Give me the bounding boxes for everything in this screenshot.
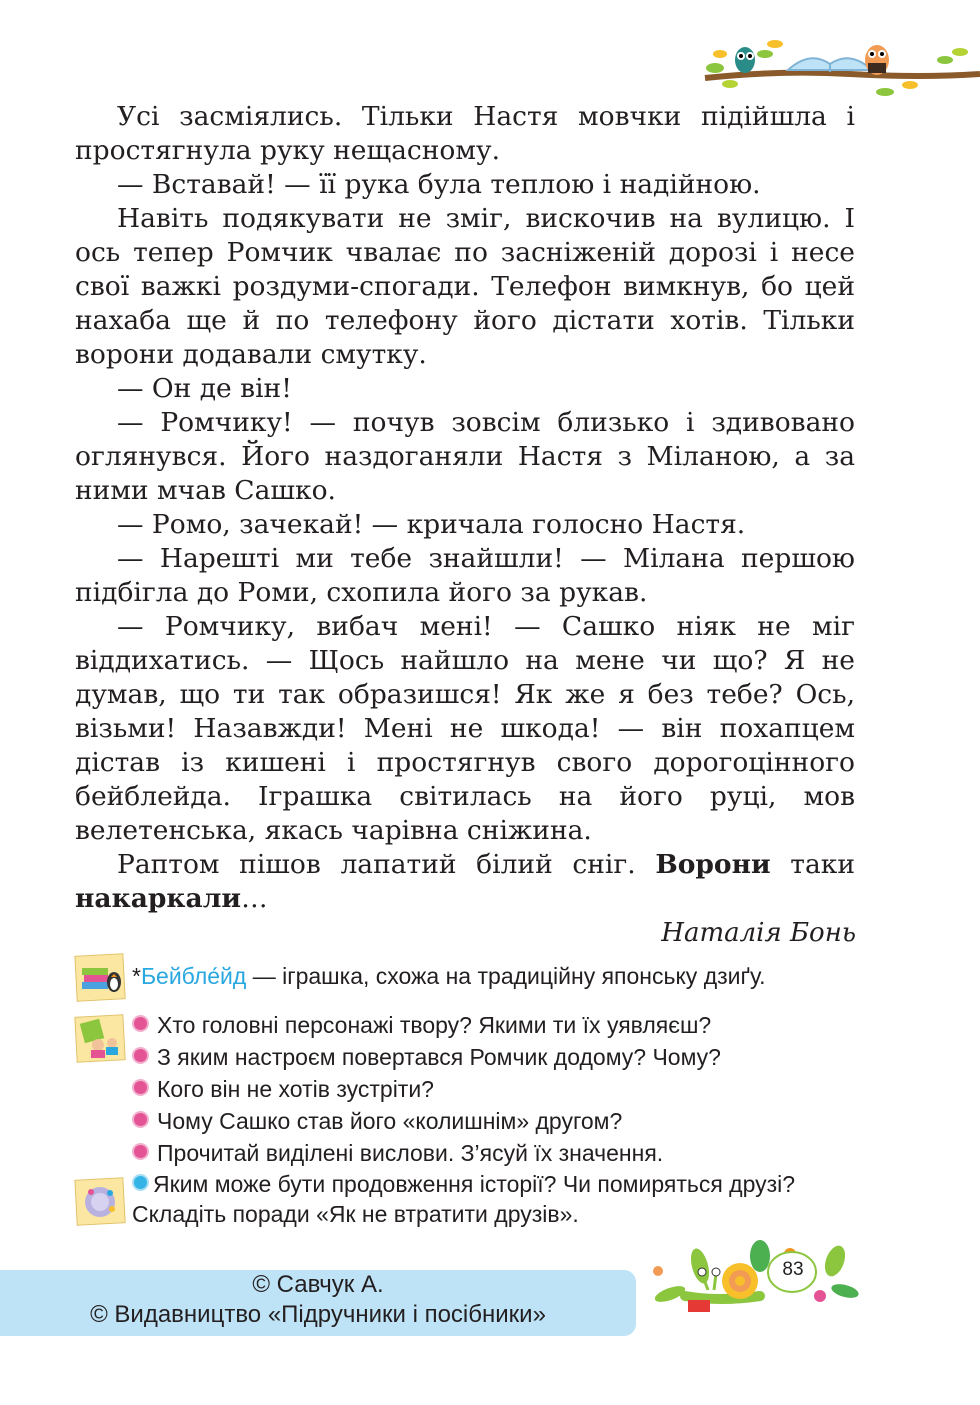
- footnote-asterisk: *: [132, 963, 141, 989]
- copyright-publisher: © Видавництво «Підручники і посібники»: [90, 1301, 546, 1328]
- question-text: Хто головні персонажі твору? Якими ти їх уявляєш?: [157, 1012, 712, 1038]
- story-paragraph: — Он де він!: [117, 373, 292, 404]
- highlighted-phrase: Ворони: [655, 849, 771, 880]
- story-paragraph: — Вставай! — її рука була теплою і надійною.: [117, 169, 761, 200]
- question-item: [132, 1009, 721, 1041]
- story-paragraph: — Нарешті ми тебе знайшли! — Мілана першою підбігла до Роми, схопила його за рукав.: [75, 543, 855, 608]
- story-paragraph: Навіть подякувати не зміг, вискочив на вулицю. І ось тепер Ромчик чвалає по засніженій дорозі і несе свої важкі роздуми-спогади. Телефон вимкнув, бо цей нахаба ще й по телефону його дістати хотів. Тільки ворони додавали смутку.: [75, 203, 855, 370]
- question-item: [132, 1073, 721, 1105]
- snail-flowers-icon: [640, 1236, 860, 1314]
- page-number: 83: [782, 1259, 804, 1280]
- question-item: [132, 1041, 721, 1073]
- pink-bullet-icon: [132, 1111, 149, 1128]
- highlighted-phrase: накаркали: [75, 883, 242, 914]
- question-text: Прочитай виділені вислови. З’ясуй їх значення.: [157, 1140, 664, 1166]
- story-text: [75, 100, 855, 916]
- copyright-author: © Савчук А.: [252, 1271, 384, 1298]
- copyright-banner: [0, 1270, 636, 1336]
- footnote-term: Бейбле́йд: [140, 963, 247, 989]
- task-line: Складіть поради «Як не втратити друзів».: [132, 1201, 579, 1227]
- question-item: [132, 1105, 721, 1137]
- story-paragraph: — Ромчику, вибач мені! — Сашко ніяк не міг віддихатись. — Щось найшло на мене чи що? Я не думав, що ти так образишся! Як же я без тебе? Ось, візьми! Назавжди! Мені не шкода! — він похапцем дістав із кишені і простягнув свого дорогоцінного бейблейда. Іграшка світилась на його руці, мов велетенська, якась чарівна сніжина.: [75, 611, 855, 846]
- task-block: [132, 1169, 795, 1229]
- story-paragraph: — Ромо, зачекай! — кричала голосно Настя.: [117, 509, 746, 540]
- story-paragraph-final: [75, 848, 855, 916]
- children-reading-note-icon: [74, 1013, 126, 1063]
- footnote-definition: — іграшка, схожа на традиційну японську дзиґу.: [246, 963, 766, 989]
- questions-list: [132, 1009, 721, 1169]
- story-paragraph: Усі засміялись. Тільки Настя мовчки підійшла і простягнула руку нещасному.: [75, 101, 855, 166]
- blue-bullet-icon: [132, 1174, 149, 1191]
- task-line: [132, 1169, 795, 1199]
- pink-bullet-icon: [132, 1015, 149, 1032]
- story-paragraph: — Ромчику! — почув зовсім близько і здивовано оглянувся. Його наздоганяли Настя з Міланою, а за ними мчав Сашко.: [75, 407, 855, 506]
- story-text-segment: таки: [770, 849, 855, 880]
- story-text-segment: Раптом пішов лапатий білий сніг.: [117, 849, 656, 880]
- palette-note-icon: [74, 1176, 126, 1226]
- question-item: [132, 1137, 721, 1169]
- task-text: Яким може бути продовження історії? Чи помиряться друзі?: [153, 1171, 796, 1197]
- story-text-segment: …: [241, 883, 268, 914]
- pink-bullet-icon: [132, 1143, 149, 1160]
- author-name: Наталія Бонь: [661, 918, 856, 948]
- question-text: Чому Сашко став його «колишнім» другом?: [157, 1108, 623, 1134]
- question-text: Кого він не хотів зустріти?: [157, 1076, 434, 1102]
- branch-owls-book-icon: [700, 30, 980, 105]
- footnote: [132, 960, 766, 992]
- pink-bullet-icon: [132, 1047, 149, 1064]
- pink-bullet-icon: [132, 1079, 149, 1096]
- question-text: З яким настроєм повертався Ромчик додому? Чому?: [157, 1044, 721, 1070]
- books-penguin-note-icon: [74, 952, 126, 1002]
